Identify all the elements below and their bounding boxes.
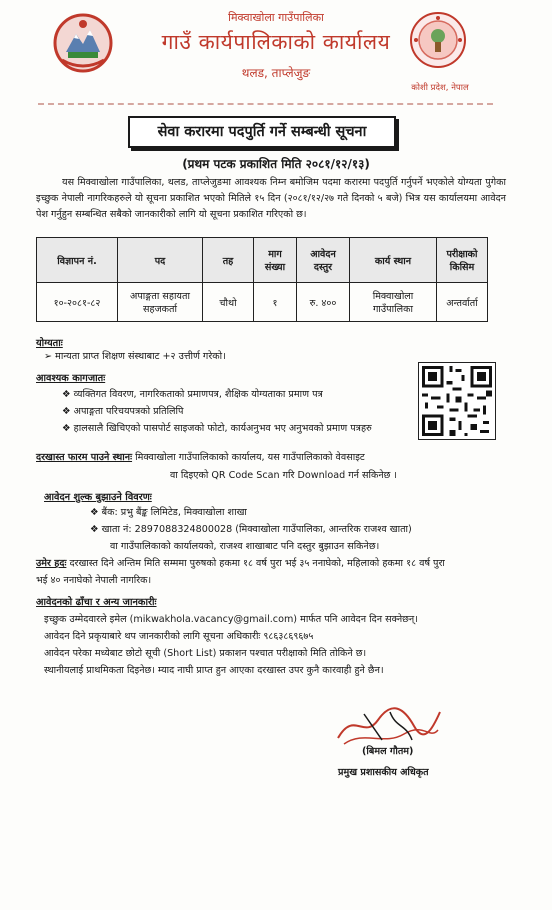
age-limit-text-cont: भई ४० ननाघेको नेपाली नागरिक। [36, 575, 152, 586]
column-header: आवेदन दस्तुर [297, 238, 350, 283]
age-heading: उमेर हदः [36, 558, 67, 569]
level-cell: चौथो [203, 283, 254, 322]
workplace-cell: मिक्वाखोला गाउँपालिका [350, 283, 437, 322]
diamond-bullet-icon: ❖ [90, 507, 102, 518]
diamond-bullet-icon: ❖ [90, 524, 102, 535]
rural-municipality-name: मिक्वाखोला गाउँपालिका [228, 11, 324, 24]
qualification-heading: योग्यताः [36, 338, 63, 349]
fee-account-line: ❖ खाता नं: 2897088324800028 (मिक्वाखोला गाउँपालिका, आन्तरिक राजश्व खाता) [90, 524, 412, 535]
exam-type-cell: अन्तर्वार्ता [437, 283, 488, 322]
qualification-item: ➢ मान्यता प्राप्त शिक्षण संस्थाबाट +२ उत्तीर्ण गरेको। [44, 351, 226, 362]
form-location-line [36, 451, 365, 465]
form-heading: दरखास्त फारम पाउने स्थानः [36, 452, 133, 463]
form-location-text: मिक्वाखोला गाउँपालिकाको कार्यालय, यस गाउँपालिकाको वेवसाइट [135, 452, 365, 463]
column-header: परीक्षाको किसिम [437, 238, 488, 283]
other-info-line: आवेदन परेका मध्येबाट छोटो सूची (Short List) प्रकाशन पश्चात परीक्षाको मिति तोकिने छ। [44, 648, 367, 659]
document-item: ❖ अपाङ्गता परिचयपत्रको प्रतिलिपि [62, 406, 184, 417]
signatory-designation: प्रमुख प्रशासकीय अधिकृत [338, 767, 429, 778]
office-address: थलड, ताप्लेजुङ [241, 66, 311, 80]
other-info-line: इच्छुक उम्मेदवारले इमेल (mikwakhola.vacancy@gmail.com) मार्फत पनि आवेदन दिन सक्नेछन्। [44, 614, 418, 625]
fee-cell: रु. ४०० [297, 283, 350, 322]
form-download-text: वा दिइएको QR Code Scan गरि Download गर्न सकिनेछ । [170, 470, 398, 481]
other-info-line: स्थानीयलाई प्राथमिकता दिइनेछ। म्याद नाघी प्राप्त हुन आएका दरखास्त उपर कुनै कारवाही हुने छैन। [44, 665, 384, 676]
fee-heading: आवेदन शुल्क बुझाउने विवरणः [44, 492, 152, 503]
position-cell: अपाङ्गता सहायता सहजकर्ता [118, 283, 203, 322]
column-header: विज्ञापन नं. [37, 238, 118, 283]
header-divider [38, 103, 493, 105]
diamond-bullet-icon: ❖ [62, 389, 74, 400]
arrow-bullet-icon: ➢ [44, 351, 56, 362]
quota-cell: १ [254, 283, 297, 322]
column-header: पद [118, 238, 203, 283]
fee-note: वा गाउँपालिकाको कार्यालयको, राजश्व शाखाबाट पनि दस्तुर बुझाउन सकिनेछ। [110, 541, 380, 552]
diamond-bullet-icon: ❖ [62, 423, 74, 434]
document-item: ❖ हालसालै खिचिएको पासपोर्ट साइजको फोटो, कार्यअनुभव भए अनुभवको प्रमाण पत्रहरु [62, 423, 372, 434]
age-limit-line [36, 557, 516, 571]
qr-code-icon[interactable] [418, 362, 496, 440]
table-row [37, 283, 488, 322]
notice-title: सेवा करारमा पदपुर्ति गर्ने सम्बन्धी सूचना [128, 116, 396, 148]
other-info-heading: आवेदनको ढाँचा र अन्य जानकारीः [36, 597, 157, 608]
table-header-row [37, 238, 488, 283]
fee-bank-line: ❖ बैंक: प्रभु बैंङ्क लिमिटेड, मिक्वाखोला शाखा [90, 507, 247, 518]
column-header: माग संख्या [254, 238, 297, 283]
intro-paragraph: यस मिक्वाखोला गाउँपालिका, थलड, ताप्लेजुङमा आवश्यक निम्न बमोजिम पदमा करारमा पदपुर्ति गर्नुपर्ने भएकोले योग्यता पुगेका इच्छुक नेपाली नागरिकहरुले यो सूचना प्रकाशित भएको मितिले १५ दिन (२०८१/१२/२७ गते दिनको ५ बजे) भित्र यस कार्यालयमा आवेदन पेश गर्नुहुन सम्बन्धित सबैको जानकारीको लागि यो सूचना प्रकाशित गरिएको छ। [36, 177, 506, 220]
office-title: गाउँ कार्यपालिकाको कार्यालय [161, 30, 391, 54]
document-item: ❖ व्यक्तिगत विवरण, नागरिकताको प्रमाणपत्र, शैक्षिक योग्यताका प्रमाण पत्र [62, 389, 323, 400]
signatory-name: (बिमल गौतम) [362, 746, 414, 757]
ad-number-cell: १०-२०८१-८२ [37, 283, 118, 322]
column-header: तह [203, 238, 254, 283]
age-limit-text: दरखास्त दिने अन्तिम मिति सम्ममा पुरुषको हकमा १८ वर्ष पुरा भई ३५ ननाघेको, महिलाको हकमा १८ वर्ष पुरा [69, 558, 445, 569]
documents-heading: आवश्यक कागजातः [36, 373, 106, 384]
vacancy-table [36, 237, 488, 322]
other-info-line: आवेदन दिने प्रकृयाबारे थप जानकारीको लागि सूचना अधिकारीः ९८६३८६९६७५ [44, 631, 314, 642]
province-label: कोशी प्रदेश, नेपाल [411, 83, 469, 93]
column-header: कार्य स्थान [350, 238, 437, 283]
diamond-bullet-icon: ❖ [62, 406, 74, 417]
publication-date: (प्रथम पटक प्रकाशित मिति २०८१/१२/१३) [182, 157, 370, 171]
